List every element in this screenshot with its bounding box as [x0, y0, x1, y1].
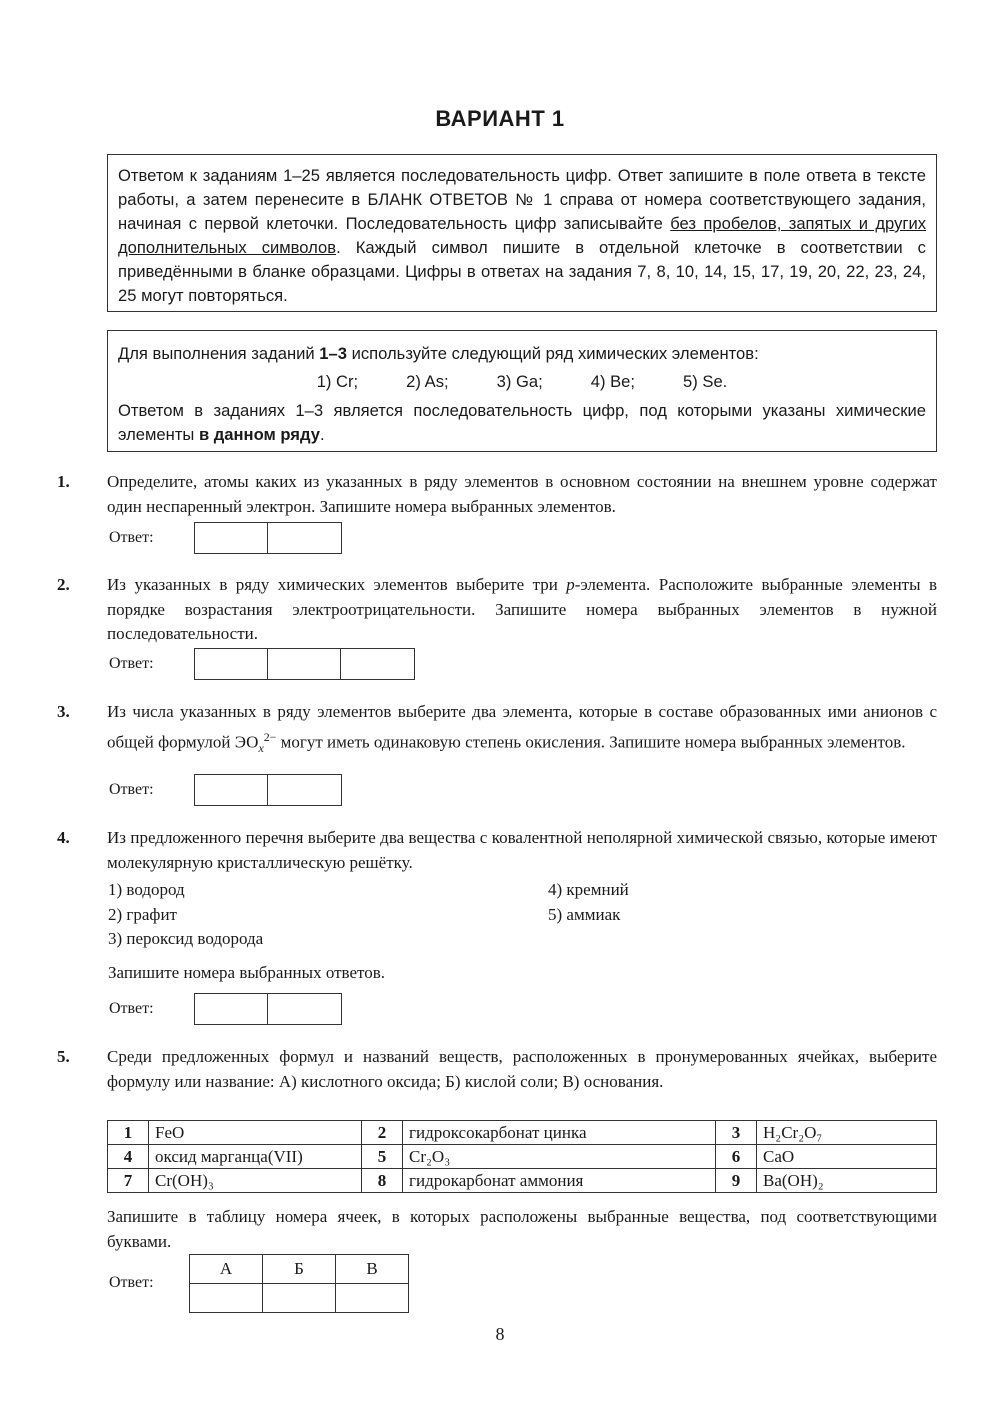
- task-text: Определите, атомы каких из указанных в ряду элементов в основном состоянии на внешнем уровне содержат один неспаренный электрон. Запишите номера выбранных элементов.: [107, 472, 937, 516]
- option-item: 1) водород: [108, 880, 185, 899]
- element-item: 2) As;: [406, 372, 449, 391]
- answer-cell[interactable]: [195, 649, 268, 679]
- cell-number: 8: [362, 1169, 403, 1193]
- answer-cell[interactable]: [195, 994, 268, 1024]
- answer-cell[interactable]: [268, 649, 341, 679]
- task-number: 3.: [57, 702, 70, 721]
- task-text: Из указанных в ряду химических элементов выберите три p-элемента. Расположите выбранные элементы в порядке возрастания электроотрицательности. Запишите номера выбранных элементов в нужной последовательности.: [107, 575, 937, 643]
- cell-number: 1: [108, 1121, 149, 1145]
- elements-intro: Для выполнения заданий 1–3 используйте следующий ряд химических элементов:: [118, 344, 759, 363]
- answer-row-3: [109, 774, 342, 806]
- cell-number: 7: [108, 1169, 149, 1193]
- header-a: А: [190, 1254, 263, 1283]
- answer-label: Ответ:: [109, 529, 154, 546]
- task-5-instruction: Запишите в таблицу номера ячеек, в которых расположены выбранные вещества, под соответствующими буквами.: [107, 1207, 937, 1251]
- answer-cell[interactable]: [195, 523, 268, 553]
- answer-label: Ответ:: [109, 655, 154, 672]
- answer-label: Ответ:: [109, 1000, 154, 1017]
- answer-table-inputs: [190, 1283, 409, 1312]
- answer-cell-a[interactable]: [190, 1283, 263, 1312]
- answer-cells: [194, 522, 342, 554]
- instruction-underlined: без пробелов, запятых и других дополнительных символов: [118, 214, 927, 257]
- answer-cells: [194, 993, 342, 1025]
- answer-cell[interactable]: [195, 775, 268, 805]
- options-left: [108, 878, 263, 952]
- task-text: Из предложенного перечня выберите два вещества с ковалентной неполярной химической связью, которые имеют молекулярную кристаллическую решётку.: [107, 828, 937, 872]
- answer-table: [189, 1254, 409, 1313]
- answer-cell-v[interactable]: [336, 1283, 409, 1312]
- element-item: 3) Ga;: [496, 372, 543, 391]
- elements-note: Ответом в заданиях 1–3 является последовательность цифр, под которыми указаны химические элементы в данном ряду.: [118, 401, 926, 444]
- answer-cell[interactable]: [268, 775, 341, 805]
- elements-list: [118, 370, 926, 394]
- cell-number: 9: [716, 1169, 757, 1193]
- task-number: 4.: [57, 828, 70, 847]
- answer-cell[interactable]: [268, 994, 341, 1024]
- element-item: 1) Cr;: [316, 372, 359, 391]
- cell-substance: гидроксокарбонат цинка: [403, 1121, 716, 1145]
- task-text: Из числа указанных в ряду элементов выберите два элемента, которые в составе образованных ими анионов с общей формулой $ЭО_x^{2-}$ могут иметь одинаковую степень окисления. Запишите номера выбранных элементов.: [107, 702, 937, 755]
- answer-row-4: [109, 993, 342, 1025]
- instruction-box: [107, 154, 937, 312]
- answer-cells: [194, 774, 342, 806]
- option-item: 3) пероксид водорода: [108, 929, 264, 948]
- cell-substance: Cr(OH)₃: [149, 1169, 362, 1193]
- table-row: [108, 1169, 937, 1193]
- page-title: ВАРИАНТ 1: [435, 106, 565, 131]
- task-number: 5.: [57, 1047, 70, 1066]
- cell-substance: Ba(OH)₂: [757, 1169, 937, 1193]
- table-row: [108, 1121, 937, 1145]
- cell-substance: FeO: [149, 1121, 362, 1145]
- instruction-text: Ответом к заданиям 1–25 является последовательность цифр. Ответ запишите в поле ответа в тексте работы, а затем перенесите в БЛАНК ОТВЕТОВ № 1 справа от номера соответствующего задания, начиная с первой клеточки. Последовательность цифр записывайте: [118, 166, 926, 233]
- table-row: [108, 1145, 937, 1169]
- answer-cell[interactable]: [341, 649, 414, 679]
- cell-number: 5: [362, 1145, 403, 1169]
- options-right: [548, 878, 629, 927]
- header-v: В: [336, 1254, 409, 1283]
- element-item: 5) Se.: [683, 372, 728, 391]
- task-number: 1.: [57, 472, 70, 491]
- cell-number: 4: [108, 1145, 149, 1169]
- element-item: 4) Be;: [590, 372, 636, 391]
- cell-number: 6: [716, 1145, 757, 1169]
- answer-label: Ответ:: [109, 781, 154, 798]
- answer-cells: [194, 648, 415, 680]
- answer-row-2: [109, 648, 415, 680]
- task-number: 2.: [57, 575, 70, 594]
- cell-substance: Cr₂O₃: [403, 1145, 716, 1169]
- answer-table-header: [190, 1254, 409, 1283]
- option-item: 5) аммиак: [548, 904, 621, 924]
- task-4-instruction: Запишите номера выбранных ответов.: [108, 963, 385, 982]
- answer-row-1: [109, 522, 342, 554]
- answer-cell[interactable]: [268, 523, 341, 553]
- answer-cell-b[interactable]: [263, 1283, 336, 1312]
- answer-label: Ответ:: [109, 1274, 154, 1291]
- cell-substance: гидрокарбонат аммония: [403, 1169, 716, 1193]
- option-item: 2) графит: [108, 904, 177, 924]
- cell-substance: CaO: [757, 1145, 937, 1169]
- option-item: 4) кремний: [548, 880, 629, 899]
- answer-row-5: [109, 1254, 409, 1312]
- elements-box: [107, 330, 937, 452]
- page-number: 8: [495, 1324, 505, 1344]
- task-text: Среди предложенных формул и названий веществ, расположенных в пронумерованных ячейках, выберите формулу или название: А) кислотного оксида; Б) кислой соли; В) основания.: [107, 1047, 937, 1091]
- cell-substance: H₂Cr₂O₇: [757, 1121, 937, 1145]
- cell-substance: оксид марганца(VII): [149, 1145, 362, 1169]
- instruction-text-2: . Каждый символ пишите в отдельной клеточке в соответствии с приведёнными в бланке образцами. Цифры в ответах на задания 7, 8, 10, 14, 15, 17, 19, 20, 22, 23, 24, 25 могут повторяться.: [118, 238, 926, 305]
- header-b: Б: [263, 1254, 336, 1283]
- cell-number: 3: [716, 1121, 757, 1145]
- substances-table: [107, 1120, 937, 1193]
- cell-number: 2: [362, 1121, 403, 1145]
